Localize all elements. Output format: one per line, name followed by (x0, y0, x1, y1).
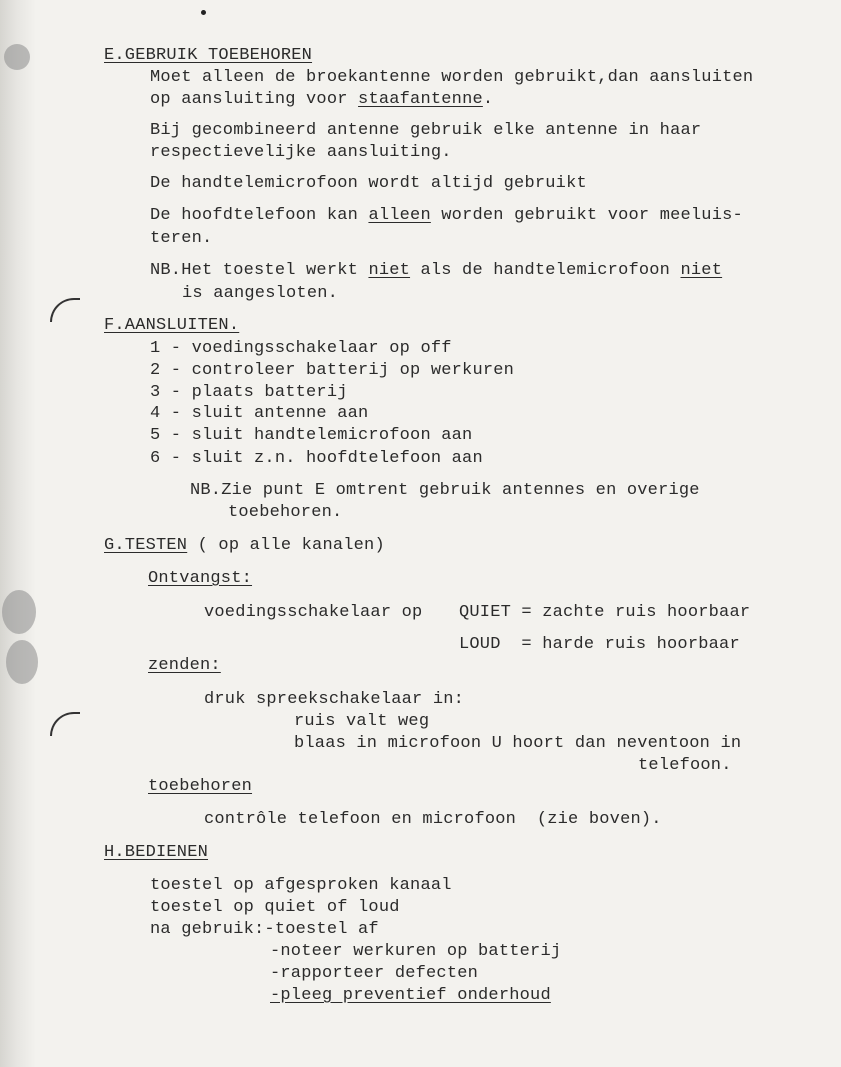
section-e-line: Moet alleen de broekantenne worden gebruikt,dan aansluiten (150, 68, 754, 87)
section-f-heading: F.AANSLUITEN. (104, 316, 240, 335)
binder-hole-lower (6, 640, 38, 684)
ontvangst-line: QUIET = zachte ruis hoorbaar (459, 603, 751, 622)
section-h-line: -noteer werkuren op batterij (270, 942, 562, 961)
section-e-note: is aangesloten. (182, 284, 339, 303)
page-left-edge (0, 0, 36, 1067)
section-h-line: toestel op afgesproken kanaal (150, 876, 452, 895)
section-g-heading: G.TESTEN ( op alle kanalen) (104, 536, 385, 555)
section-h-line: toestel op quiet of loud (150, 898, 400, 917)
zenden-line: telefoon. (638, 756, 732, 775)
section-f-step: 6 - sluit z.n. hoofdtelefoon aan (150, 449, 483, 468)
section-f-note: toebehoren. (228, 503, 343, 522)
corner-mark (50, 298, 80, 322)
section-f-note: NB.Zie punt E omtrent gebruik antennes en overige (190, 481, 700, 500)
section-h-line: na gebruik:-toestel af (150, 920, 379, 939)
section-e-line: op aansluiting voor staafantenne. (150, 90, 494, 109)
section-e-line: De handtelemicrofoon wordt altijd gebruikt (150, 174, 587, 193)
section-f-step: 1 - voedingsschakelaar op off (150, 339, 452, 358)
zenden-line: blaas in microfoon U hoort dan neventoon in (294, 734, 742, 753)
section-e-heading: E.GEBRUIK TOEBEHOREN (104, 46, 313, 65)
section-e-line: De hoofdtelefoon kan alleen worden gebruikt voor meeluis- (150, 206, 743, 225)
section-h-line: -pleeg preventief onderhoud (270, 986, 551, 1005)
toebehoren-label: toebehoren (148, 777, 253, 796)
section-f-step: 4 - sluit antenne aan (150, 404, 369, 423)
binder-hole-middle (2, 590, 36, 634)
stray-dot (201, 10, 206, 15)
section-e-line: teren. (150, 229, 213, 248)
section-h-line: -rapporteer defecten (270, 964, 479, 983)
corner-mark (50, 712, 80, 736)
zenden-line: druk spreekschakelaar in: (204, 690, 465, 709)
section-f-step: 5 - sluit handtelemicrofoon aan (150, 426, 473, 445)
binder-hole-top (4, 44, 30, 70)
section-e-line: Bij gecombineerd antenne gebruik elke antenne in haar (150, 121, 702, 140)
section-h-heading: H.BEDIENEN (104, 843, 209, 862)
section-f-step: 2 - controleer batterij op werkuren (150, 361, 515, 380)
toebehoren-line: contrôle telefoon en microfoon (zie boven). (204, 810, 662, 829)
zenden-line: ruis valt weg (294, 712, 430, 731)
zenden-label: zenden: (148, 656, 221, 675)
ontvangst-line: LOUD = harde ruis hoorbaar (459, 635, 740, 654)
ontvangst-line: voedingsschakelaar op (204, 603, 423, 622)
ontvangst-label: Ontvangst: (148, 569, 253, 588)
section-e-note: NB.Het toestel werkt niet als de handtelemicrofoon niet (150, 261, 723, 280)
section-f-step: 3 - plaats batterij (150, 383, 348, 402)
section-e-line: respectievelijke aansluiting. (150, 143, 452, 162)
